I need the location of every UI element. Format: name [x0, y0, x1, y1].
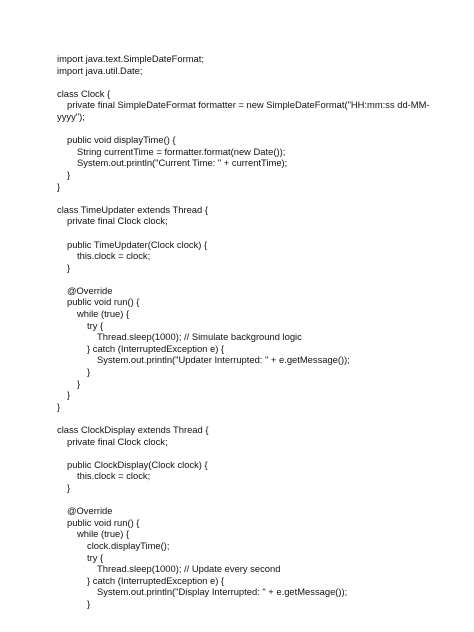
- code-line: }: [57, 180, 61, 192]
- code-line: }: [67, 168, 71, 180]
- code-line: }: [77, 377, 81, 389]
- code-line: while (true) {: [77, 528, 130, 540]
- code-line: }: [67, 481, 71, 493]
- code-line: public TimeUpdater(Clock clock) {: [67, 238, 208, 250]
- code-line: private final Clock clock;: [67, 435, 168, 447]
- code-line: private final Clock clock;: [67, 215, 168, 227]
- code-line: try {: [87, 319, 104, 331]
- blank-line: [57, 273, 427, 285]
- code-line: this.clock = clock;: [77, 470, 151, 482]
- code-line: public void run() {: [67, 516, 140, 528]
- code-line: private final SimpleDateFormat formatter = new SimpleDateFormat("HH:mm:ss dd-MM-: [67, 99, 430, 111]
- code-line: }: [67, 261, 71, 273]
- code-line: }: [57, 400, 61, 412]
- code-line: this.clock = clock;: [77, 250, 151, 262]
- blank-line: [57, 494, 427, 506]
- code-line: try {: [87, 551, 104, 563]
- code-line: Thread.sleep(1000); // Update every second: [97, 563, 281, 575]
- code-line: public ClockDisplay(Clock clock) {: [67, 458, 208, 470]
- blank-line: [57, 227, 427, 239]
- code-line: import java.text.SimpleDateFormat;: [57, 53, 204, 64]
- code-line: } catch (InterruptedException e) {: [87, 574, 225, 586]
- code-line: yyyy");: [57, 110, 85, 122]
- code-line: public void run() {: [67, 296, 140, 308]
- code-line: }: [87, 366, 91, 378]
- code-line: System.out.println("Updater Interrupted: " + e.getMessage());: [97, 354, 350, 366]
- code-line: while (true) {: [77, 308, 130, 320]
- blank-line: [57, 412, 427, 424]
- code-line: class ClockDisplay extends Thread {: [57, 424, 209, 435]
- code-line: @Override: [67, 505, 113, 517]
- code-line: @Override: [67, 284, 113, 296]
- code-line: public void displayTime() {: [67, 134, 176, 146]
- code-line: System.out.println("Current Time: " + currentTime);: [77, 157, 288, 169]
- code-line: }: [67, 389, 71, 401]
- code-line: String currentTime = formatter.format(new Date());: [77, 145, 286, 157]
- code-line: import java.util.Date;: [57, 64, 143, 76]
- blank-line: [57, 192, 427, 204]
- code-line: }: [87, 597, 91, 609]
- code-line: Thread.sleep(1000); // Simulate background logic: [97, 331, 302, 343]
- code-line: clock.displayTime();: [87, 539, 170, 551]
- code-listing: [57, 53, 430, 610]
- code-line: System.out.println("Display Interrupted: " + e.getMessage());: [97, 586, 348, 598]
- code-line: } catch (InterruptedException e) {: [87, 342, 225, 354]
- code-line: class Clock {: [57, 87, 111, 99]
- blank-line: [57, 447, 427, 459]
- blank-line: [57, 123, 427, 135]
- code-line: class TimeUpdater extends Thread {: [57, 203, 208, 215]
- blank-line: [57, 76, 427, 88]
